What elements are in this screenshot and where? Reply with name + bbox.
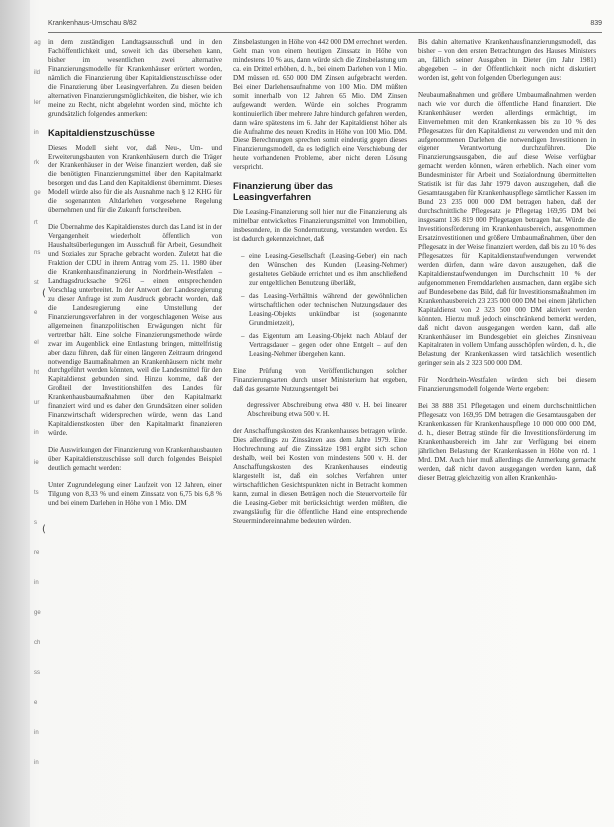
edge-text-fragment: el xyxy=(34,340,39,346)
edge-text-fragment: rk xyxy=(34,160,39,166)
edge-text-fragment: rt xyxy=(34,220,38,226)
paragraph: Neubaumaßnahmen und größere Umbaumaßnahmen werden nach wie vor durch die öffentliche Hand finanziert. Die Krankenhäuser werden allerdings ermächtigt, im Einvernehmen mit den Krankenkassen bis zu 10 % des Pflegesatzes für den Kapitaldienst zu verwenden und mit den aufgenommenen Darlehen die notwendigen Investitionen in eigener Verantwortung durchzuführen. Die Finanzierungsausgaben, die auf diese Weise verfügbar gemacht werden können, wären erheblich. Nach einer vom Bundesminister für Arbeit und Sozialordnung übermittelten Statistik ist für das Jahr 1979 davon auszugehen, daß die Gesamtausgaben für Krankenhauspflege sämtlicher Kassen im Bund 23 235 000 000 DM betragen haben, daß der durchschnittliche Pflegesatz je Pflegetag 169,95 DM bei insgesamt 136 819 000 Pflegetagen betragen hat. Würde die Investitionsförderung im Krankenhausbereich, ausgenommen Ersatzinvestitionen und größere Umbaumaßnahmen, über den Pflegesatz in der Weise finanziert werden, daß bis zu 10 % des Pflegesatzes für Kapitaldienstaufwendungen verwendet werden dürfen, dann wäre davon auszugehen, daß die Kapitaldienstaufwendungen im Durchschnitt 10 % der aufgenommenen Fremddarlehen ausmachen, dann ergäbe sich auf Bundesebene das Bild, daß für Investitionsmaßnahmen im Krankenhausbereich 23 235 000 000 DM bei einem jährlichen Kapitaldienst von 2 323 500 000 DM aktiviert werden könnten. Hierzu muß jedoch einschränkend bemerkt werden, daß nicht davon ausgegangen werden kann, daß alle Krankenhäuser im Bundesgebiet ein gleiches Zinsniveau Kapitalraten in vollem Umfang ausschöpfen würden, d. h., die Belastung der Krankenkassen wird tatsächlich wesentlich geringer sein als 2 323 500 000 DM. xyxy=(418,90,596,368)
edge-text-fragment: st xyxy=(34,280,39,286)
edge-text-fragment: ns xyxy=(34,250,41,256)
edge-text-fragment: ur xyxy=(34,400,40,406)
paragraph: Bei 38 888 351 Pflegetagen und einem durchschnittlichen Pflegesatz von 169,95 DM betragen die Gesamtausgaben der Krankenkassen für Krankenhauspflege 10 000 000 000 DM, d. h., dieser Betrag stünde für die Investitionsförderung im Krankenhausbereich im Jahr zur Verfügung bei einem jährlichen Belastung der Krankenkassen in Höhe von rd. 1 Mrd. DM. Auch hier muß allerdings die Anmerkung gemacht werden, daß nicht davon ausgegangen werden kann, daß dieser Betrag gleichzeitig von allen Krankenhäu- xyxy=(418,402,596,482)
column-1 xyxy=(48,38,222,818)
paragraph: Für Nordrhein-Westfalen würden sich bei diesem Finanzierungsmodell folgende Werte ergeben: xyxy=(418,376,596,394)
page-number: 839 xyxy=(590,20,602,27)
edge-text-fragment: ler xyxy=(34,100,41,106)
edge-text-fragment: ch xyxy=(34,640,41,646)
edge-text-fragment: in xyxy=(34,730,39,736)
edge-text-fragment: ge xyxy=(34,610,41,616)
paragraph: Unter Zugrundelegung einer Laufzeit von 12 Jahren, einer Tilgung von 8,33 % und einem Zinssatz von 6,75 bis 6,8 % und bei einem Darlehen in Höhe von 1 Mio. DM xyxy=(48,480,222,507)
edge-text-fragment: ht xyxy=(34,370,40,376)
header-rule xyxy=(48,32,602,33)
section-heading-kapitaldienst: Kapitaldienstzuschüsse xyxy=(48,126,155,138)
paragraph: Bis dahin alternative Krankenhausfinanzierungsmodell, das bisher – von den ersten Betrachtungen des Hauses Ministers an, fällich seiner Ausgaben in Dieter (im Jahr 1981) abgegeben – in der Öffentlichkeit noch nicht diskutiert worden ist, geht von folgenden Überlegungen aus: xyxy=(418,38,596,82)
column-3 xyxy=(418,38,596,818)
paragraph: Die Übernahme des Kapitaldienstes durch das Land ist in der Vergangenheit wiederholt öffentlich von Haushaltsüberlegungen im Ausschuß für Arbeit, Gesundheit und Soziales zur Sprache gebracht worden. Zuletzt hat die Fraktion der CDU in ihrem Antrag vom 25. 11. 1980 über die Krankenhausfinanzierung in Nordrhein-Westfalen – Landtagsdrucksache 9/261 – einen entsprechenden Vorschlag unterbreitet. In der Antwort der Landesregierung zu dieser Anfrage ist zum Ausdruck gebracht worden, daß die Landesregierung eine Umstellung der Finanzierungsverfahren in der vorgeschlagenen Weise aus allgemeinen finanzpolitischen Erwägungen nicht für vertretbar hält. Eine solche Finanzierungsmethode würde zwar im Augenblick eine Entlastung bringen, mittelfristig aber dazu führen, daß für einen längeren Zeitraum dringend notwendige Baumaßnahmen an Krankenhäusern nicht mehr durchgeführt werden könnten, weil die Landesmittel für den Kapitaldienst gebunden sind. Hinzu komme, daß der Großteil der Investitionshilfen des Landes für Krankenhausbaumaßnahmen über den Kapitalmarkt finanziert wird und es daher den Grundsätzen einer soliden Finanzwirtschaft widersprechen würde, wenn das Land Kapitaldienstkosten über den Kapitalmarkt finanzieren würde. xyxy=(48,223,222,438)
indented-values: degressiver Abschreibung etwa 480 v. H. bei linearer Abschreibung etwa 500 v. H. xyxy=(247,401,407,419)
edge-text-fragment: ild xyxy=(34,70,41,76)
list-item: – das Eigentum am Leasing-Objekt nach Ablauf der Vertragsdauer – gegen oder ohne Entgelt – auf den Leasing-Nehmer übergehen kann. xyxy=(241,332,407,359)
margin-mark: ( xyxy=(42,288,46,299)
column-2 xyxy=(233,38,407,818)
paragraph: Die Leasing-Finanzierung soll hier nur die Finanzierung als mittelbar entwickeltes Finanzierungsmittel von Immobilien, insbesondere, in die Sondernutzung, verstanden werden. Es ist dadurch gekennzeichnet, daß xyxy=(233,208,407,244)
edge-text-fragment: e xyxy=(34,700,38,706)
edge-text-fragment: in xyxy=(34,430,39,436)
list-item: – das Leasing-Verhältnis während der gewöhnlichen wirtschaftlichen oder technischen Nutzungsdauer des Leasing-Objekts unkündbar ist (sogenannte Grundmietzeit), xyxy=(241,292,407,328)
edge-text-fragment: ag xyxy=(34,40,41,46)
edge-text-fragment: ts xyxy=(34,490,39,496)
paragraph: Zinsbelastungen in Höhe von 442 000 DM errechnet werden. Geht man von einem heutigen Zinssatz in Höhe von mindestens 10 % aus, dann würde sich die Zinsbelastung um ca. ein Drittel erhöhen, d. h., bei einem Darlehen von 1 Mio. DM müssen rd. 650 000 DM Zinsen aufgebracht werden. Bei einer Darlehensaufnahme von 100 Mio. DM müßten somit innerhalb von 12 Jahren 65 Mio. DM Zinsen aufgewandt werden. Würde ein solches Programm kontinuierlich über mehrere Jahre hindurch gefahren werden, dann wäre spätestens im 6. Jahr der Kapitaldienst höher als die Aufnahme des neuen Kredits in Höhe von 100 Mio. DM. Diese Berechnungen sprechen somit eindeutig gegen dieses Finanzierungsmodell, da es lediglich eine Verschiebung der heute vorhandenen Probleme, aber nicht deren Lösung verspricht. xyxy=(233,38,407,172)
margin-mark: ( xyxy=(42,524,46,535)
paragraph: Eine Prüfung von Veröffentlichungen solcher Finanzierungsarten durch unser Ministerium hat ergeben, daß das gesamte Nutzungsentgelt bei xyxy=(233,366,407,393)
edge-text-fragment: in xyxy=(34,580,39,586)
edge-text-fragment: ge xyxy=(34,190,41,196)
section-heading-leasing: Finanzierung über das Leasingverfahren xyxy=(233,180,334,203)
edge-text-fragment: in xyxy=(34,130,39,136)
leasing-criteria-list xyxy=(233,252,407,358)
edge-text-fragment: e xyxy=(34,310,38,316)
journal-source: Krankenhaus-Umschau 8/82 xyxy=(48,20,137,27)
edge-text-fragment: in xyxy=(34,760,39,766)
binding-shadow xyxy=(0,0,30,827)
list-item: – eine Leasing-Gesellschaft (Leasing-Geber) ein nach den Wünschen des Kunden (Leasing-Nehmer) gestaltetes Gebäude errichtet und es ihm anschließend zur entgeltlichen Benutzung überläßt, xyxy=(241,252,407,288)
intro-paragraph: in dem zuständigen Landtagsausschuß und in den Fachöffentlichkeit und, soweit ich das übersehen kann, bisher im wesentlichen zwei alternative Finanzierungsmodelle für Krankenhäuser erörtert worden, nämlich die Finanzierung über Kapitaldienstzuschüsse oder die Finanzierung über Leasingverfahren. Zu diesen beiden alternativen Finanzierungsmöglichkeiten, die bisher, wie ich meine zu Recht, nicht abgelehnt worden sind, möchte ich grundsätzlich folgendes anmerken: xyxy=(48,38,222,118)
edge-text-fragment: ss xyxy=(34,670,40,676)
edge-text-fragment: re xyxy=(34,550,40,556)
paragraph: der Anschaffungskosten des Krankenhauses betragen würde. Dies allerdings zu Zinssätzen aus dem Jahre 1979. Eine Hochrechnung auf die Zinssätze 1981 ergibt sich schon deshalb, weil bei Kosten von mindestens 500 v. H. der Anschaffungskosten des Krankenhauses eindeutig klargestellt ist, daß ein solches Verfahren unter wirtschaftlichen Gesichtspunkten nicht in Betracht kommen kann, zumal in diesen Beträgen noch die Steuervorteile für die Leasing-Geber mit berücksichtigt werden müßten, die zwangsläufig für die öffentliche Hand eine entsprechende Steuermindereinnahme bedeuten würden. xyxy=(233,427,407,525)
paragraph: Dieses Modell sieht vor, daß Neu-, Um- und Erweiterungsbauten von Krankenhäusern durch die Träger der Krankenhäuser in der Weise finanziert werden, daß sie die benötigten Finanzierungsmittel über den Kapitalmarkt besorgen und das Land den Kapitaldienst übernimmt. Dieses Modell würde also für die als Ausnahme nach § 12 KHG für die sogenannten Altdarlehen vorgesehene Regelung übernehmen und für die Zukunft fortschreiben. xyxy=(48,143,222,215)
edge-text-fragment: s xyxy=(34,520,37,526)
edge-text-fragment: ie xyxy=(34,460,39,466)
paragraph: Die Auswirkungen der Finanzierung von Krankenhausbauten über Kapitaldienstzuschüsse soll durch folgendes Beispiel deutlich gemacht werden: xyxy=(48,446,222,472)
